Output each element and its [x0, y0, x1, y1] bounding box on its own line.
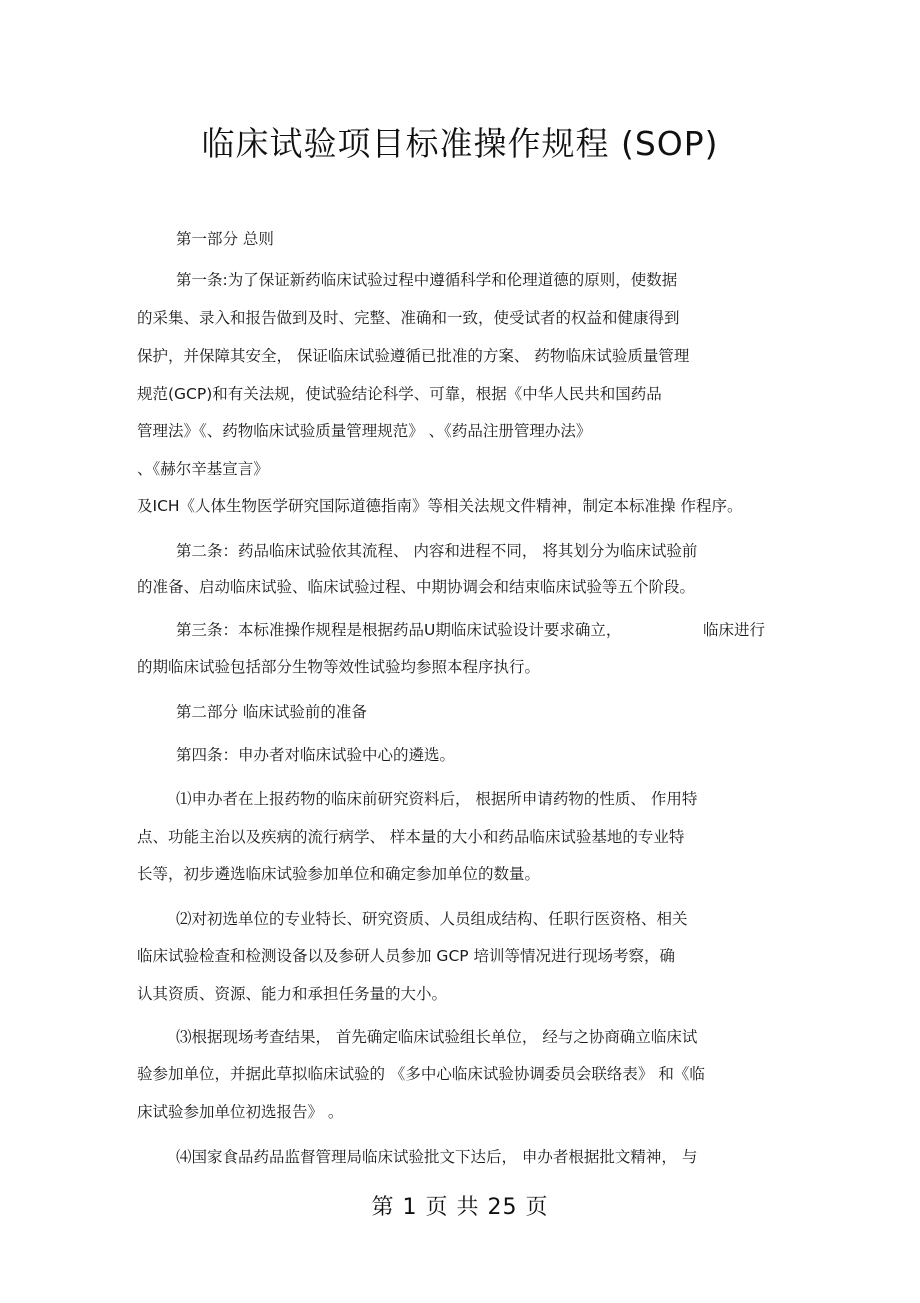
paragraph-line: 点、功能主治以及疾病的流行病学、 样本量的大小和药品临床试验基地的专业特: [137, 828, 685, 846]
paragraph-line: ⑶根据现场考查结果， 首先确定临床试验组长单位， 经与之协商确立临床试: [176, 1028, 698, 1046]
paragraph-line: 长等，初步遴选临床试验参加单位和确定参加单位的数量。: [137, 865, 541, 883]
paragraph-line: ⑴申办者在上报药物的临床前研究资料后， 根据所申请药物的性质、 作用特: [176, 790, 698, 808]
paragraph-line: 第一条:为了保证新药临床试验过程中遵循科学和伦理道德的原则，使数据: [176, 271, 678, 289]
paragraph-line: 规范(GCP)和有关法规，使试验结论科学、可靠，根据《中华人民共和国药品: [137, 385, 662, 403]
paragraph-line: 临床试验检查和检测设备以及参研人员参加 GCP 培训等情况进行现场考察，确: [137, 947, 676, 965]
paragraph-line: 验参加单位，并据此草拟临床试验的 《多中心临床试验协调委员会联络表》 和《临: [137, 1065, 705, 1083]
paragraph-line: 的期临床试验包括部分生物等效性试验均参照本程序执行。: [137, 658, 541, 676]
section-heading: 第二部分 临床试验前的准备: [176, 703, 367, 721]
paragraph-line: 的采集、录入和报告做到及时、完整、准确和一致，使受试者的权益和健康得到: [137, 309, 680, 327]
paragraph-line: 第二条：药品临床试验依其流程、 内容和进程不同， 将其划分为临床试验前: [176, 542, 698, 560]
page-number-footer: 第 1 页 共 25 页: [371, 1195, 549, 1220]
paragraph-line: 及ICH《人体生物医学研究国际道德指南》等相关法规文件精神，制定本标准操 作程序。: [137, 497, 743, 515]
paragraph-line: 第四条：申办者对临床试验中心的遴选。: [176, 746, 456, 764]
paragraph-line: 保护，并保障其安全， 保证临床试验遵循已批准的方案、 药物临床试验质量管理: [137, 347, 690, 365]
section-heading: 第一部分 总则: [176, 230, 274, 248]
paragraph-line: 床试验参加单位初选报告》 。: [137, 1103, 344, 1121]
paragraph-line: 第三条：本标准操作规程是根据药品U期临床试验设计要求确立，: [176, 621, 622, 639]
paragraph-line: ⑷国家食品药品监督管理局临床试验批文下达后， 申办者根据批文精神， 与: [176, 1148, 698, 1166]
paragraph-line: 管理法》《、药物临床试验质量管理规范》 、《药品注册管理办法》: [137, 422, 592, 440]
paragraph-line: 的准备、启动临床试验、临床试验过程、中期协调会和结束临床试验等五个阶段。: [137, 578, 696, 596]
paragraph-line: ⑵对初选单位的专业特长、研究资质、人员组成结构、任职行医资格、相关: [176, 910, 688, 928]
paragraph-line: 临床进行: [703, 621, 766, 639]
paragraph-line: 认其资质、资源、能力和承担任务量的大小。: [137, 985, 448, 1003]
document-title: 临床试验项目标准操作规程 (SOP): [201, 124, 719, 163]
paragraph-line: 、《赫尔辛基宣言》: [137, 460, 269, 478]
